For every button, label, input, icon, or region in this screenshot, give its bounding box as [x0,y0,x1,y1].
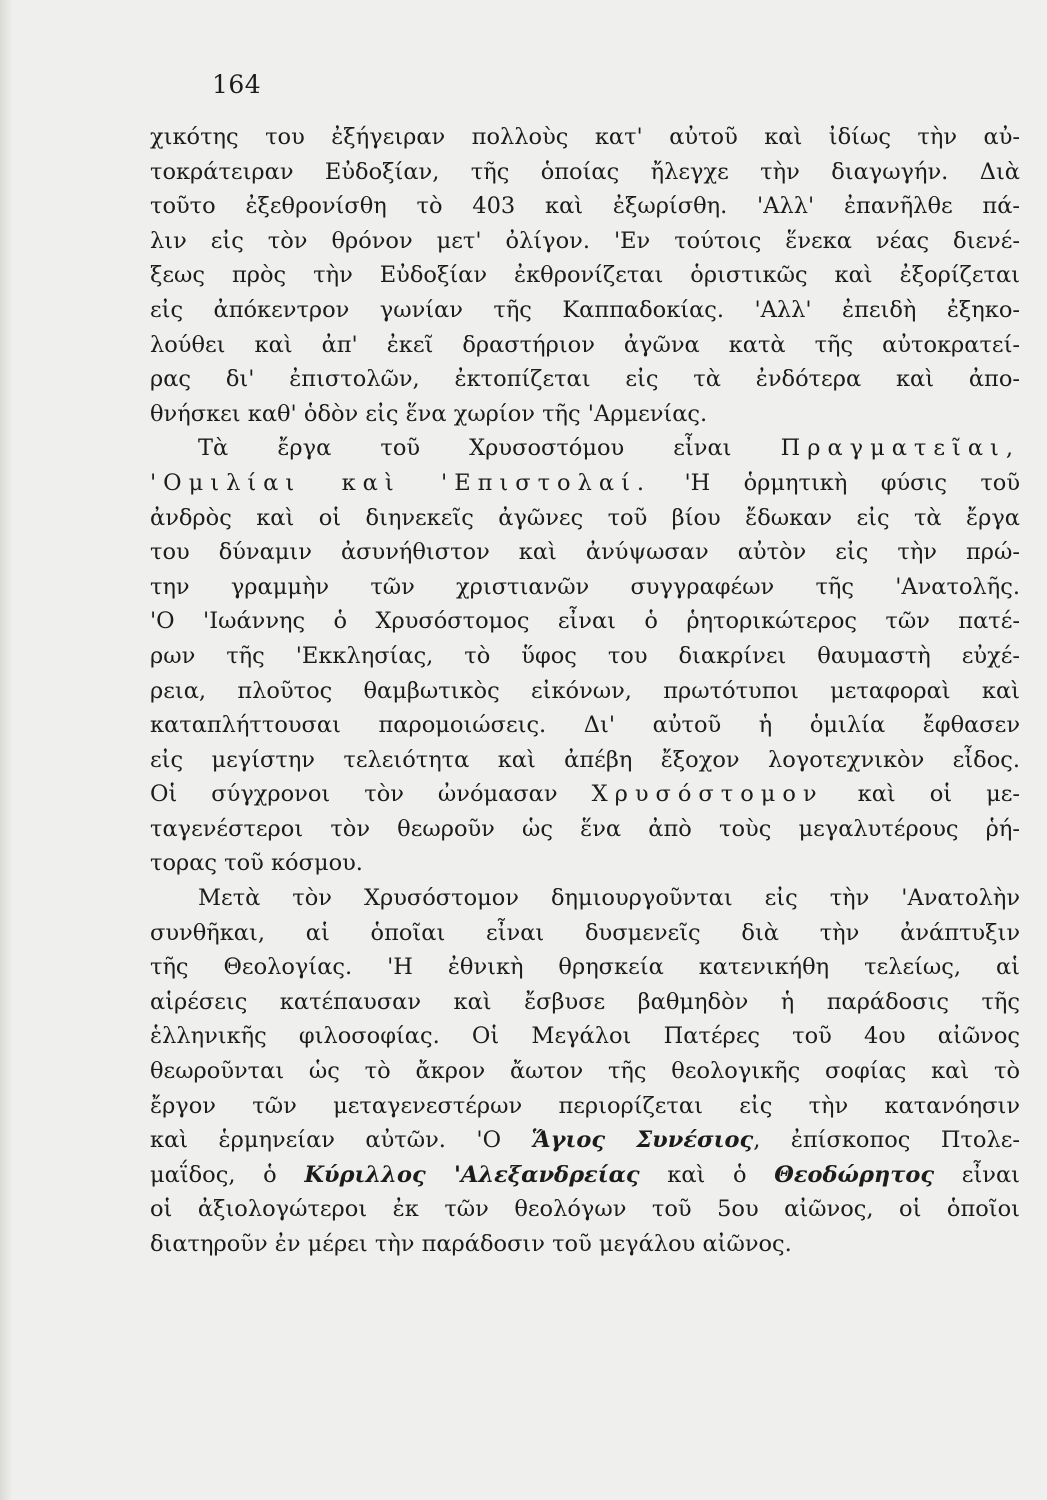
text-line: 'Ο 'Ιωάννης ὁ Χρυσόστομος εἶναι ὁ ῥητορικώτερος τῶν πατέ- [150,608,1020,635]
spaced-emphasis: Πραγματεῖαι, [780,435,1020,462]
text-line: ρας δι' ἐπιστολῶν, ἐκτοπίζεται εἰς τὰ ἐνδότερα καὶ ἀπο- [150,366,1020,393]
page-number: 164 [212,70,262,99]
body-text [150,120,1020,1262]
text-line: ξεως πρὸς τὴν Εὐδοξίαν ἐκθρονίζεται ὁριστικῶς καὶ ἐξορίζεται [150,262,1020,289]
text-line: Τὰ ἔργα τοῦ Χρυσοστόμου εἶναι Πραγματεῖαι, [198,435,1020,462]
text-line: αἱρέσεις κατέπαυσαν καὶ ἔσβυσε βαθμηδὸν ἡ παράδοσις τῆς [150,988,1020,1015]
text-line: του δύναμιν ἀσυνήθιστον καὶ ἀνύψωσαν αὐτὸν εἰς τὴν πρώ- [150,539,1020,566]
text-line: 'Ομιλίαι καὶ 'Επιστολαί. 'Η ὁρμητικὴ φύσις τοῦ [150,469,1020,496]
text-line: την γραμμὴν τῶν χριστιανῶν συγγραφέων τῆς 'Ανατολῆς. [150,573,1020,600]
text-line: συνθῆκαι, αἱ ὁποῖαι εἶναι δυσμενεῖς διὰ τὴν ἀνάπτυξιν [150,919,1020,946]
text-line: θνήσκει καθ' ὁδὸν εἰς ἕνα χωρίον τῆς 'Αρμενίας. [150,400,708,427]
name-emphasis: Θεοδώρητος [774,1161,935,1188]
text-line: τοκράτειραν Εὐδοξίαν, τῆς ὁποίας ἤλεγχε τὴν διαγωγήν. Διὰ [150,158,1020,185]
text-line: εἰς μεγίστην τελειότητα καὶ ἀπέβη ἔξοχον λογοτεχνικὸν εἶδος. [150,746,1020,773]
text-line: λούθει καὶ ἀπ' ἐκεῖ δραστήριον ἀγῶνα κατὰ τῆς αὐτοκρατεί- [150,331,1020,358]
text-line: ἀνδρὸς καὶ οἱ διηνεκεῖς ἀγῶνες τοῦ βίου ἔδωκαν εἰς τὰ ἔργα [150,504,1020,531]
text-line: τορας τοῦ κόσμου. [150,850,363,877]
text-line: θεωροῦνται ὡς τὸ ἄκρον ἄωτον τῆς θεολογικῆς σοφίας καὶ τὸ [150,1058,1020,1085]
paragraph-1 [150,120,1020,431]
spaced-emphasis: Χρυσόστομον [591,781,824,808]
text-line: ταγενέστεροι τὸν θεωροῦν ὡς ἕνα ἀπὸ τοὺς μεγαλυτέρους ῥή- [150,815,1020,842]
text-line: ρεια, πλοῦτος θαμβωτικὸς εἰκόνων, πρωτότυποι μεταφοραὶ καὶ [150,677,1020,704]
text-line: καταπλήττουσαι παρομοιώσεις. Δι' αὐτοῦ ἡ ὁμιλία ἔφθασεν [150,712,1020,739]
text-line: Μετὰ τὸν Χρυσόστομον δημιουργοῦνται εἰς τὴν 'Ανατολὴν [198,885,1020,912]
text-line: λιν εἰς τὸν θρόνον μετ' ὀλίγον. 'Εν τούτοις ἕνεκα νέας διενέ- [150,227,1020,254]
text-line: διατηροῦν ἐν μέρει τὴν παράδοσιν τοῦ μεγάλου αἰῶνος. [150,1231,792,1257]
text-line: τοῦτο ἐξεθρονίσθη τὸ 403 καὶ ἐξωρίσθη. 'Αλλ' ἐπανῆλθε πά- [150,193,1020,220]
text-line: ἑλληνικῆς φιλοσοφίας. Οἱ Μεγάλοι Πατέρες τοῦ 4ου αἰῶνος [150,1023,1020,1050]
text-line: χικότης του ἐξήγειραν πολλοὺς κατ' αὐτοῦ καὶ ἰδίως τὴν αὐ- [150,124,1020,150]
page-gutter-shadow [0,0,12,1500]
text-line: μαΐδος, ὁ Κύριλλος 'Αλεξανδρείας καὶ ὁ Θεοδώρητος εἶναι [150,1161,1020,1188]
paragraph-3 [150,881,1020,1262]
text-line: Οἱ σύγχρονοι τὸν ὠνόμασαν Χρυσόστομον καὶ οἱ με- [150,781,1020,808]
text-line: ρων τῆς 'Εκκλησίας, τὸ ὕφος του διακρίνει θαυμαστὴ εὐχέ- [150,642,1020,669]
text-line: εἰς ἀπόκεντρον γωνίαν τῆς Καππαδοκίας. 'Αλλ' ἐπειδὴ ἐξηκο- [150,296,1020,323]
text-line: ἔργον τῶν μεταγενεστέρων περιορίζεται εἰς τὴν κατανόησιν [150,1092,1020,1119]
paragraph-2 [150,431,1020,881]
name-emphasis: Ἅγιος Συνέσιος [531,1127,754,1154]
text-line: καὶ ἑρμηνείαν αὐτῶν. 'Ο Ἅγιος Συνέσιος, ἐπίσκοπος Πτολε- [150,1127,1020,1154]
text-line: τῆς Θεολογίας. 'Η ἐθνικὴ θρησκεία κατενικήθη τελείως, αἱ [150,954,1020,981]
spaced-emphasis: 'Ομιλίαι καὶ 'Επιστολαί. [150,469,652,496]
name-emphasis: Κύριλλος 'Αλεξανδρείας [304,1161,640,1188]
text-line: οἱ ἀξιολογώτεροι ἐκ τῶν θεολόγων τοῦ 5ου αἰῶνος, οἱ ὁποῖοι [150,1196,1020,1223]
